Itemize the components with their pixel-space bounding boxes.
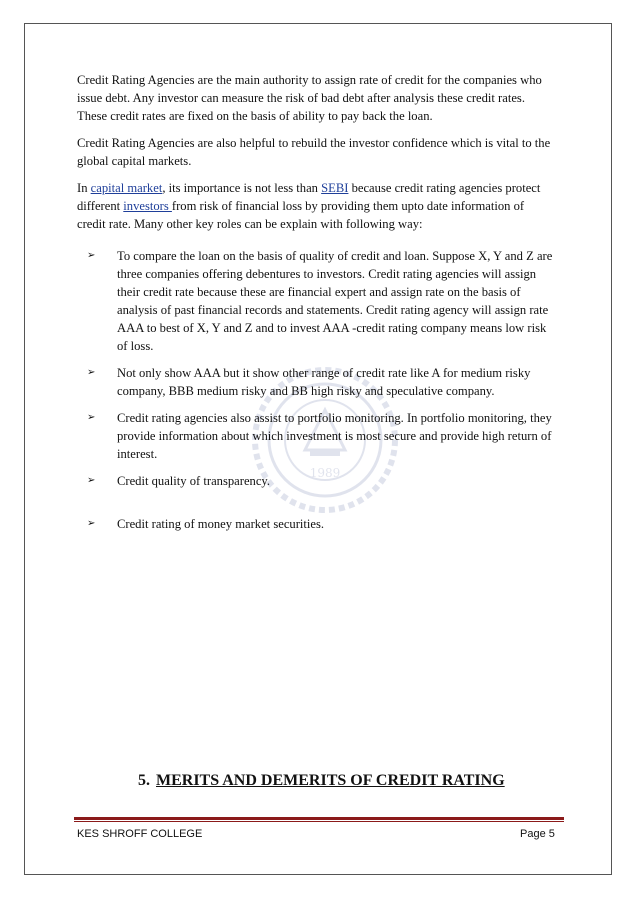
footer-page-number: Page 5	[520, 828, 555, 840]
list-item-text: Credit quality of transparency.	[117, 474, 271, 488]
paragraph-2: Credit Rating Agencies are also helpful to rebuild the investor confidence which is vital to the global capital markets.	[77, 136, 551, 168]
arrow-bullet-icon: ➢	[87, 475, 96, 486]
section-number: 5.	[138, 772, 150, 789]
p3-text-3: because credit rating agencies protect different	[77, 181, 541, 213]
sebi-link[interactable]: SEBI	[321, 181, 349, 195]
paragraph-3	[77, 179, 555, 233]
list-item-text: Credit rating agencies also assist to portfolio monitoring. In portfolio monitoring, they provide information about which investment is most secure and provide high return of interest.	[117, 411, 552, 461]
footer-rule-thin	[74, 821, 564, 822]
arrow-bullet-icon: ➢	[87, 412, 96, 423]
footer-college-name: KES SHROFF COLLEGE	[77, 828, 203, 840]
p3-text-4: from risk of financial loss by providing them upto date information of credit rate. Many other key roles can be explain with following way:	[77, 199, 525, 231]
list-item-text: Not only show AAA but it show other range of credit rate like A for medium risky company, BBB medium risky and BB high risky and speculative company.	[117, 366, 531, 398]
list-item	[87, 515, 555, 533]
list-item	[87, 247, 555, 355]
key-roles-list	[77, 247, 555, 533]
list-item-text: Credit rating of money market securities.	[117, 517, 325, 531]
p3-text-2: , its importance is not less than	[162, 181, 322, 195]
document-body	[77, 71, 555, 542]
section-title: MERITS AND DEMERITS OF CREDIT RATING	[156, 772, 505, 789]
paragraph-1: Credit Rating Agencies are the main authority to assign rate of credit for the companies who issue debt. Any investor can measure the risk of bad debt after analysis these credit rates. These credit rates are fixed on the basis of ability to pay back the loan.	[77, 73, 542, 123]
list-item-text: To compare the loan on the basis of quality of credit and loan. Suppose X, Y and Z are three companies offering debentures to investors. Credit rating agencies will assign their credit rate because these are financial expert and assign rate on the basis of analysis of past financial records and statements. Credit rating agency will assign rate AAA to best of X, Y and Z and to invest AAA -credit rating company means low risk of loss.	[117, 249, 553, 353]
section-heading	[138, 772, 505, 790]
list-item	[87, 409, 555, 463]
watermark-year: 1989	[309, 466, 341, 480]
investors-link[interactable]: investors	[123, 199, 172, 213]
footer-rule-thick	[74, 817, 564, 820]
arrow-bullet-icon: ➢	[87, 518, 96, 529]
list-item	[87, 472, 555, 490]
arrow-bullet-icon: ➢	[87, 367, 96, 378]
arrow-bullet-icon: ➢	[87, 250, 96, 261]
p3-text-1: In	[77, 181, 91, 195]
list-item	[87, 364, 555, 400]
capital-market-link[interactable]: capital market	[90, 181, 163, 195]
